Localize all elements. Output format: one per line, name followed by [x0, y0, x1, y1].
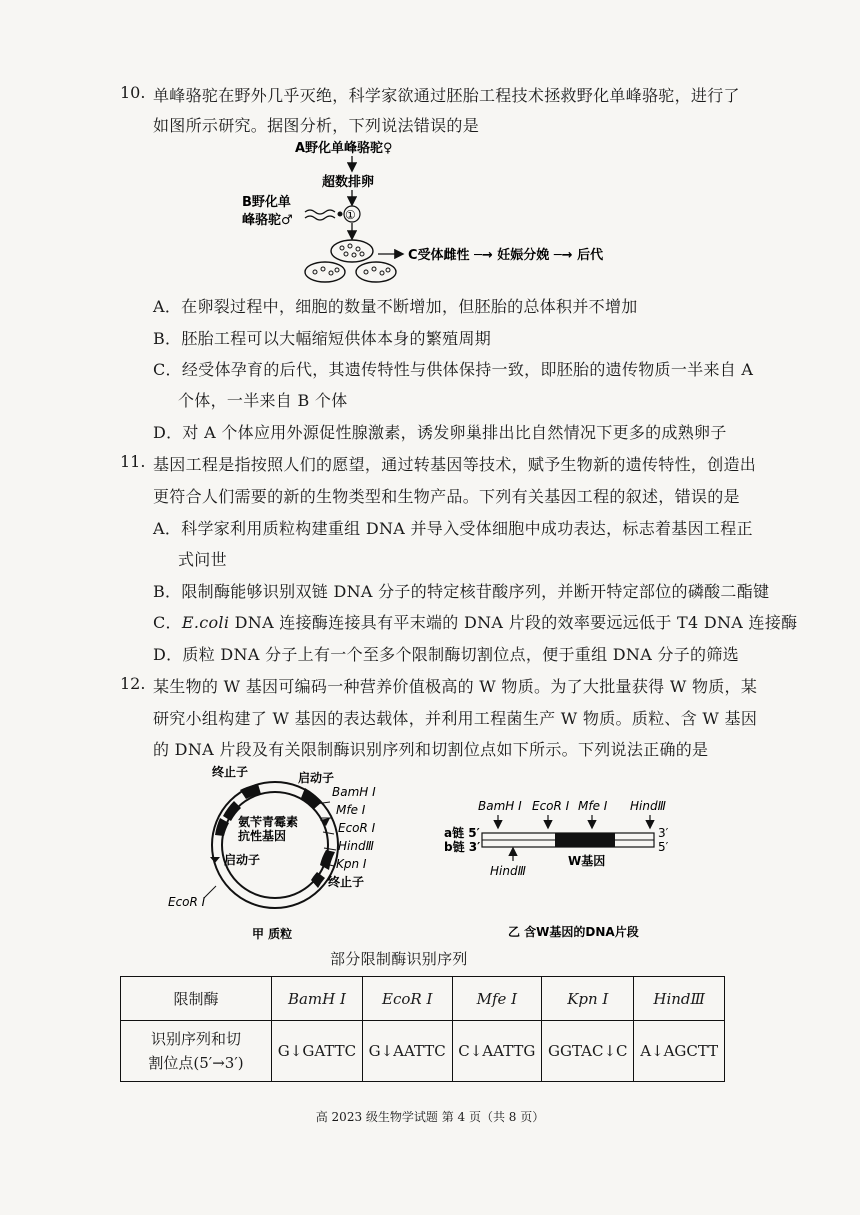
question-number-10: 10.: [120, 83, 146, 102]
fragment-caption: 乙 含W基因的DNA片段: [508, 925, 639, 939]
plasmid-hindiii-site: HindⅢ: [338, 839, 374, 853]
q11-stem-line2: 更符合人们需要的新的生物类型和生物产品。下列有关基因工程的叙述，错误的是: [153, 487, 740, 506]
fragment-hindiii-top-label: HindⅢ: [630, 799, 666, 813]
site-cell-bamhi: G↓GATTC: [272, 1021, 363, 1082]
page-footer: 高 2023 级生物学试题 第 4 页（共 8 页）: [315, 1110, 545, 1124]
plasmid-terminator-bottom: 终止子: [328, 875, 365, 889]
q11-option-c-rest: DNA 连接酶连接具有平末端的 DNA 片段的效率要远远低于 T4 DNA 连接酶: [229, 613, 798, 632]
fragment-hindiii-bottom-label: HindⅢ: [490, 864, 526, 878]
enzyme-cell-hindiii: HindⅢ: [634, 977, 725, 1021]
q11-option-d: D．质粒 DNA 分子上有一个至多个限制酶切割位点，便于重组 DNA 分子的筛选: [153, 645, 739, 664]
plasmid-terminator-top: 终止子: [212, 765, 249, 779]
ampicillin-resistance-label-2: 抗性基因: [238, 829, 287, 843]
q11-stem-line1: 基因工程是指按照人们的愿望，通过转基因等技术，赋予生物新的遗传特性，创造出: [153, 455, 757, 474]
donor-male-label-1: B野化单: [242, 195, 291, 210]
plasmid-caption: 甲 质粒: [252, 927, 293, 941]
blastocyst-icon: [331, 240, 373, 262]
enzyme-cell-kpni: Kpn Ⅰ: [542, 977, 634, 1021]
q10-option-c-line2: 个体，一半来自 B 个体: [178, 391, 348, 410]
fragment-3-prime-end: 3′: [658, 826, 669, 840]
row-label-cell: [121, 1021, 272, 1082]
site-cell-ecori: G↓AATTC: [362, 1021, 452, 1082]
q10-stem-line2: 如图所示研究。据图分析，下列说法错误的是: [153, 116, 480, 135]
enzyme-cell-bamhi: BamH Ⅰ: [272, 977, 363, 1021]
q12-stem-line3: 的 DNA 片段及有关限制酶识别序列和切割位点如下所示。下列说法正确的是: [153, 740, 709, 759]
ecoli-term: E.coli: [181, 613, 230, 632]
plasmid-bamhi-site: BamH Ⅰ: [332, 785, 376, 799]
plasmid-promoter-top: 启动子: [298, 771, 335, 785]
fragment-ecori-label: EcoR Ⅰ: [532, 799, 570, 813]
w-gene-label: W基因: [568, 854, 606, 868]
w-gene-segment: [555, 833, 615, 847]
recipient-flow-label: C受体雌性 ─→ 妊娠分娩 ─→ 后代: [408, 248, 604, 263]
header-label-cell: 限制酶: [121, 977, 272, 1021]
fragment-mfei-label: Mfe Ⅰ: [578, 799, 608, 813]
plasmid-kpni-site: Kpn Ⅰ: [336, 857, 367, 871]
q11-option-b: B．限制酶能够识别双链 DNA 分子的特定核苷酸序列，并断开特定部位的磷酸二酯键: [153, 582, 770, 601]
q12-stem-line2: 研究小组构建了 W 基因的表达载体，并利用工程菌生产 W 物质。质粒、含 W 基因: [153, 709, 758, 728]
enzyme-cell-mfei: Mfe Ⅰ: [452, 977, 542, 1021]
plasmid-mfei-site: Mfe Ⅰ: [336, 803, 366, 817]
dna-fragment-diagram: [440, 795, 700, 945]
q11-option-c: [153, 610, 797, 633]
superovulation-label: 超数排卵: [322, 175, 375, 190]
plasmid-promoter-left: 启动子: [224, 853, 261, 867]
q10-option-d: D．对 A 个体应用外源促性腺激素，诱发卵巢排出比自然情况下更多的成熟卵子: [153, 423, 727, 442]
fragment-5-prime-end: 5′: [658, 840, 669, 854]
restriction-enzyme-table: [120, 976, 725, 1082]
site-cell-kpni: GGTAC↓C: [542, 1021, 634, 1082]
table-row: [121, 977, 725, 1021]
q11-option-c-prefix: C．: [153, 613, 182, 632]
site-cell-mfei: C↓AATTG: [452, 1021, 542, 1082]
ampicillin-resistance-label-1: 氨苄青霉素: [238, 815, 299, 829]
plasmid-diagram: [160, 760, 420, 945]
question-number-12: 12.: [120, 674, 146, 693]
plasmid-ecori-site: EcoR Ⅰ: [338, 821, 376, 835]
q11-option-a-line1: A．科学家利用质粒构建重组 DNA 并导入受体细胞中成功表达，标志着基因工程正: [153, 519, 753, 538]
q12-stem-line1: 某生物的 W 基因可编码一种营养价值极高的 W 物质。为了大批量获得 W 物质，某: [153, 677, 758, 696]
donor-male-label-2: 峰骆驼♂: [242, 213, 293, 228]
table-row: [121, 1021, 725, 1082]
q10-option-b: B．胚胎工程可以大幅缩短供体本身的繁殖周期: [153, 329, 492, 348]
enzyme-table-title: 部分限制酶识别序列: [330, 950, 468, 968]
donor-female-label: A野化单峰骆驼♀: [295, 141, 393, 156]
q10-option-c-line1: C．经受体孕育的后代，其遗传特性与供体保持一致，即胚胎的遗传物质一半来自 A: [153, 360, 754, 379]
embryo-icon-left: [305, 262, 345, 282]
q11-option-a-line2: 式问世: [178, 550, 227, 569]
question-number-11: 11.: [120, 452, 146, 471]
plasmid-ecori-bottom-site: EcoR Ⅰ: [168, 895, 206, 909]
enzyme-cell-ecori: EcoR Ⅰ: [362, 977, 452, 1021]
fragment-bamhi-label: BamH Ⅰ: [478, 799, 522, 813]
row-label-line2: 割位点(5′→3′): [148, 1054, 244, 1072]
q10-option-a: A．在卵裂过程中，细胞的数量不断增加，但胚胎的总体积并不增加: [153, 297, 638, 316]
embryo-icon-right: [356, 262, 396, 282]
b-chain-label: b链 3′: [444, 840, 481, 854]
q10-embryo-figure: [230, 138, 650, 288]
q10-stem-line1: 单峰骆驼在野外几乎灭绝，科学家欲通过胚胎工程技术拯救野化单峰骆驼，进行了: [153, 86, 740, 105]
row-label-line1: 识别序列和切: [150, 1030, 241, 1048]
a-chain-label: a链 5′: [444, 826, 480, 840]
step-1-marker: ①: [345, 208, 356, 222]
site-cell-hindiii: A↓AGCTT: [634, 1021, 725, 1082]
